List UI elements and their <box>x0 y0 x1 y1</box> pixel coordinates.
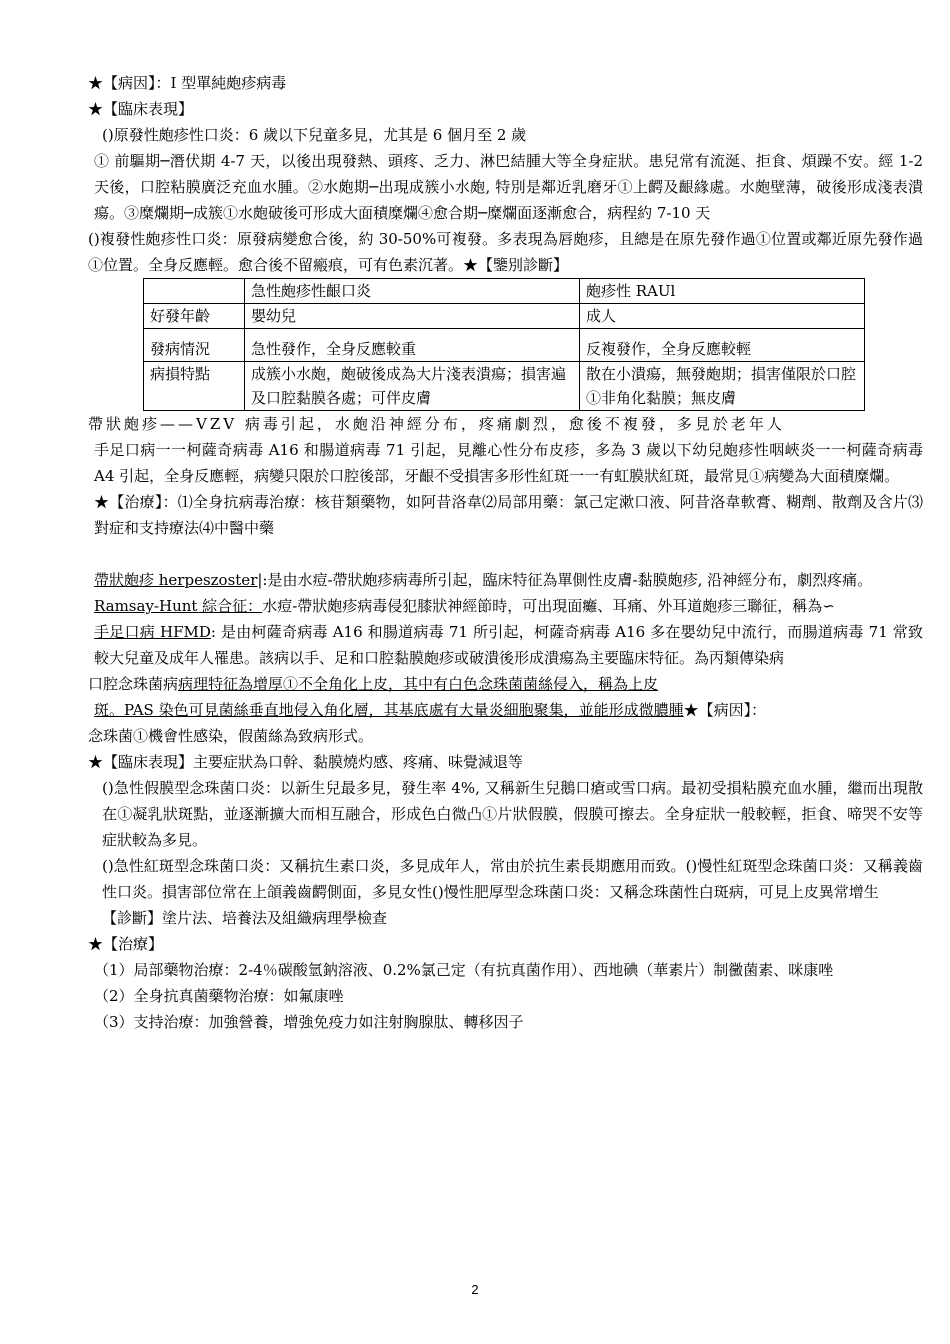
treatment-heading: ★【治療】 <box>88 935 164 953</box>
table-row <box>144 304 865 329</box>
diagnosis-line: 【診斷】塗片法、培養法及組織病理學檢查 <box>102 909 388 927</box>
clinical-heading: ★【臨床表現】 <box>88 100 194 118</box>
herpes-zoster-diff: 帶狀皰疹——VZV 病毒引起，水皰沿神經分布，疼痛劇烈，愈後不複發，多見於老年人 <box>88 415 785 433</box>
term-herpes-zoster: 帶狀皰疹 herpeszoster <box>94 571 258 589</box>
table-cell: 嬰幼兒 <box>245 304 580 329</box>
table-row-label: 病損特點 <box>144 362 245 411</box>
treatment-local: （1）局部藥物治療：2-4％碳酸氫鈉溶液、0.2%氯己定（有抗真菌作用）、西地碘（華素片）制黴菌素、咪康唑 <box>94 961 834 979</box>
table-cell: 散在小潰瘍，無發皰期；損害僅限於口腔①非角化黏膜；無皮膚 <box>580 362 865 411</box>
table-header-cell <box>144 279 245 304</box>
table-row-label: 發病情況 <box>144 329 245 362</box>
definition-text: |:是由水痘-帶狀皰疹病毒所引起，臨床特征為單側性皮膚-黏膜皰疹, 沿神經分布，劇烈疼痛。 <box>257 571 873 589</box>
candidiasis-pathology <box>88 671 923 697</box>
erythematous-types: ()急性紅斑型念珠菌口炎：又稱抗生素口炎，多見成年人，常由於抗生素長期應用而致。()慢性紅斑型念珠菌口炎：又稱義齒性口炎。損害部位常在上頜義齒齶側面，多見女性()慢性肥厚型念珠菌口炎：又稱念珠菌性白斑病，可見上皮異常增生 <box>102 857 923 901</box>
etiology-heading: ★【病因】： <box>683 701 767 719</box>
treatment-systemic: （2）全身抗真菌藥物治療：如氟康唑 <box>94 987 344 1005</box>
term-hfmd: 手足口病 HFMD <box>94 623 211 641</box>
definition-text: : 是由柯薩奇病毒 A16 和腸道病毒 71 所引起，柯薩奇病毒 A16 多在嬰幼兒中流行，而腸道病毒 71 常致較大兒童及成年人罹患。該病以手、足和口腔黏膜皰疹或破潰後形成潰瘍為主要臨床特征。為丙類傳染病 <box>94 623 923 667</box>
pathology-text: 斑。PAS 染色可見菌絲垂直地侵入角化層，其基底處有大量炎細胞聚集，並能形成微膿腫 <box>94 701 684 719</box>
table-row-label: 好發年齡 <box>144 304 245 329</box>
definition-text: 水痘-帶狀皰疹病毒侵犯膝狀神經節時，可出現面癱、耳痛、外耳道皰疹三聯征，稱為∽ <box>262 597 835 615</box>
candidiasis-etiology: 念珠菌①機會性感染，假菌絲為致病形式。 <box>88 727 374 745</box>
etiology-heading: ★【病因】：I 型單純皰疹病毒 <box>88 74 287 92</box>
candidiasis-pathology-cont <box>88 697 923 723</box>
hfmd-definition <box>88 619 923 671</box>
herpes-zoster-definition <box>88 567 923 593</box>
treatment-paragraph: ★【治療】：⑴全身抗病毒治療：核苷類藥物，如阿昔洛韋⑵局部用藥：氯己定漱口液、阿昔洛韋軟膏、糊劑、散劑及含片⑶對症和支持療法⑷中醫中藥 <box>94 493 923 537</box>
table-header-cell: 皰疹性 RAUl <box>580 279 865 304</box>
differential-diagnosis-table <box>143 278 865 411</box>
primary-herpes-line: ()原發性皰疹性口炎：6 歲以下兒童多見，尤其是 6 個月至 2 歲 <box>102 126 527 144</box>
table-cell: 成人 <box>580 304 865 329</box>
table-cell: 反複發作，全身反應較輕 <box>580 329 865 362</box>
treatment-support: （3）支持治療：加強營養，增強免疫力如注射胸腺肽、轉移因子 <box>94 1013 524 1031</box>
table-row <box>144 329 865 362</box>
candidiasis-clinical: ★【臨床表現】主要症狀為口幹、黏膜燒灼感、疼痛、味覺減退等 <box>88 753 524 771</box>
hfmd-diff: 手足口病一一柯薩奇病毒 A16 和腸道病毒 71 引起，見離心性分布皮疹，多為 3 歲以下幼兒皰疹性咽峽炎一一柯薩奇病毒 A4 引起，全身反應輕，病變只限於口腔後部，牙齦不受損害多形性紅斑一一有虹膜狀紅斑，最常見①病變為大面積糜爛。 <box>94 441 923 485</box>
table-cell: 成簇小水皰，皰破後成為大片淺表潰瘍；損害遍及口腔黏膜各處；可伴皮膚 <box>245 362 580 411</box>
primary-herpes-stages: ① 前驅期─潛伏期 4-7 天，以後出現發熱、頭疼、乏力、淋巴結腫大等全身症狀。患兒常有流涎、拒食、煩躁不安。經 1-2 天後，口腔粘膜廣泛充血水腫。②水皰期─出現成簇小水皰, 特別是鄰近乳磨牙①上齶及齦緣處。水皰壁薄，破後形成淺表潰瘍。③糜爛期─成簇①水皰破後可形成大面積糜爛④愈合期─糜爛面逐漸愈合，病程約 7-10 天 <box>94 152 923 222</box>
ramsay-hunt-definition <box>88 593 923 619</box>
document-body <box>88 70 923 1035</box>
acute-pseudomembranous: ()急性假膜型念珠菌口炎：以新生兒最多見，發生率 4%, 又稱新生兒鵝口瘡或雪口病。最初受損粘膜充血水腫，繼而出現散在①凝乳狀斑點，並逐漸擴大而相互融合，形成色白微凸①片狀假膜，假膜可擦去。全身症狀一般較輕，拒食、啼哭不安等症狀較為多見。 <box>102 779 923 849</box>
candidiasis-title: 口腔念珠菌病 <box>88 675 179 693</box>
recurrent-herpes-paragraph: ()複發性皰疹性口炎：原發病變愈合後，約 30-50%可複發。多表現為唇皰疹，且總是在原先發作過①位置或鄰近原先發作過①位置。全身反應輕。愈合後不留瘢痕，可有色素沉著。★【鑒別診斷】 <box>88 230 923 274</box>
page-number: 2 <box>471 1282 479 1297</box>
term-ramsay-hunt: Ramsay-Hunt 綜合征： <box>94 597 263 615</box>
table-row <box>144 362 865 411</box>
table-cell: 急性發作，全身反應較重 <box>245 329 580 362</box>
pathology-text: 病理特征為增厚①不全角化上皮，其中有白色念珠菌菌絲侵入，稱為上皮 <box>178 675 659 693</box>
table-header-cell: 急性皰疹性齦口炎 <box>245 279 580 304</box>
table-header-row <box>144 279 865 304</box>
